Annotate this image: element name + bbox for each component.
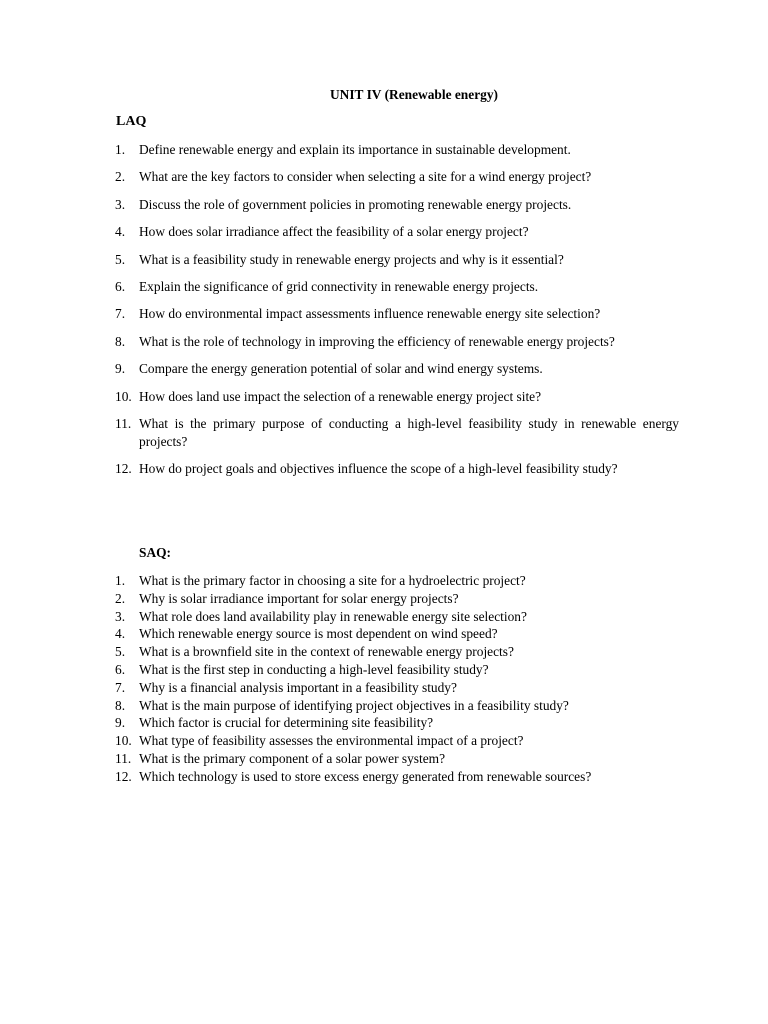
question-text: Why is a financial analysis important in a feasibility study? [139, 679, 457, 695]
question-number: 9. [115, 715, 126, 731]
question-text: What is a feasibility study in renewable energy projects and why is it essential? [139, 251, 564, 267]
question-text: What is the primary purpose of conducting a high-level feasibility study in renewable energy projects? [139, 415, 679, 449]
question-text: How do project goals and objectives influence the scope of a high-level feasibility study? [139, 461, 618, 477]
saq-question-9 [0, 714, 768, 732]
laq-question-8 [0, 333, 768, 360]
laq-question-1 [0, 141, 768, 168]
laq-question-list [0, 141, 768, 487]
laq-question-5 [0, 251, 768, 278]
question-text: What role does land availability play in renewable energy site selection? [139, 608, 527, 624]
question-number: 4. [115, 224, 126, 240]
question-number: 3. [115, 196, 126, 212]
question-number: 3. [115, 608, 126, 624]
question-text: How do environmental impact assessments influence renewable energy site selection? [139, 306, 601, 322]
question-text: Discuss the role of government policies in promoting renewable energy projects. [139, 196, 572, 212]
question-number: 4. [115, 626, 126, 642]
question-number: 5. [115, 251, 126, 267]
laq-question-12 [0, 460, 768, 487]
question-number: 6. [115, 278, 126, 294]
question-number: 7. [115, 679, 126, 695]
question-text: What is the main purpose of identifying project objectives in a feasibility study? [139, 697, 569, 713]
question-number: 12. [115, 768, 132, 784]
question-number: 7. [115, 306, 126, 322]
question-text: What is a brownfield site in the context of renewable energy projects? [139, 644, 514, 660]
question-text: What is the first step in conducting a high-level feasibility study? [139, 661, 489, 677]
saq-question-1 [0, 572, 768, 590]
laq-question-7 [0, 305, 768, 332]
laq-question-9 [0, 360, 768, 387]
question-text: What type of feasibility assesses the environmental impact of a project? [139, 733, 524, 749]
laq-question-3 [0, 196, 768, 223]
laq-question-6 [0, 278, 768, 305]
laq-question-4 [0, 223, 768, 250]
question-number: 10. [115, 388, 132, 404]
saq-question-12 [0, 768, 768, 786]
laq-heading: LAQ [116, 114, 147, 129]
question-number: 10. [115, 733, 132, 749]
question-number: 11. [115, 415, 132, 431]
question-number: 11. [115, 750, 132, 766]
question-number: 1. [115, 142, 126, 157]
question-number: 9. [115, 361, 126, 377]
saq-question-5 [0, 643, 768, 661]
saq-question-10 [0, 732, 768, 750]
saq-question-2 [0, 590, 768, 608]
question-number: 2. [115, 169, 126, 185]
question-text: Which factor is crucial for determining site feasibility? [139, 715, 434, 731]
saq-question-3 [0, 608, 768, 626]
saq-question-6 [0, 661, 768, 679]
question-number: 6. [115, 661, 126, 677]
saq-question-7 [0, 679, 768, 697]
laq-question-2 [0, 168, 768, 195]
laq-question-10 [0, 388, 768, 415]
question-text: What are the key factors to consider when selecting a site for a wind energy project? [139, 169, 592, 185]
question-text: Explain the significance of grid connectivity in renewable energy projects. [139, 278, 539, 294]
question-number: 5. [115, 644, 126, 660]
question-text: Which technology is used to store excess energy generated from renewable sources? [139, 768, 592, 784]
question-text: How does land use impact the selection of a renewable energy project site? [139, 388, 542, 404]
question-number: 8. [115, 333, 126, 349]
question-text: Why is solar irradiance important for solar energy projects? [139, 590, 459, 606]
question-number: 2. [115, 590, 126, 606]
saq-question-4 [0, 625, 768, 643]
page-title: UNIT IV (Renewable energy) [330, 87, 498, 102]
saq-question-list [0, 572, 768, 786]
question-text: Which renewable energy source is most dependent on wind speed? [139, 626, 498, 642]
saq-heading: SAQ: [139, 545, 171, 560]
question-text: What is the primary component of a solar power system? [139, 750, 446, 766]
question-text: How does solar irradiance affect the feasibility of a solar energy project? [139, 224, 529, 240]
question-text: What is the primary factor in choosing a site for a hydroelectric project? [139, 573, 526, 588]
question-text: What is the role of technology in improving the efficiency of renewable energy projects? [139, 333, 615, 349]
laq-question-11 [0, 415, 768, 460]
question-number: 1. [115, 573, 126, 588]
question-text: Define renewable energy and explain its importance in sustainable development. [139, 142, 571, 157]
saq-question-11 [0, 750, 768, 768]
question-number: 8. [115, 697, 126, 713]
saq-question-8 [0, 697, 768, 715]
question-text: Compare the energy generation potential of solar and wind energy systems. [139, 361, 543, 377]
question-number: 12. [115, 461, 132, 477]
